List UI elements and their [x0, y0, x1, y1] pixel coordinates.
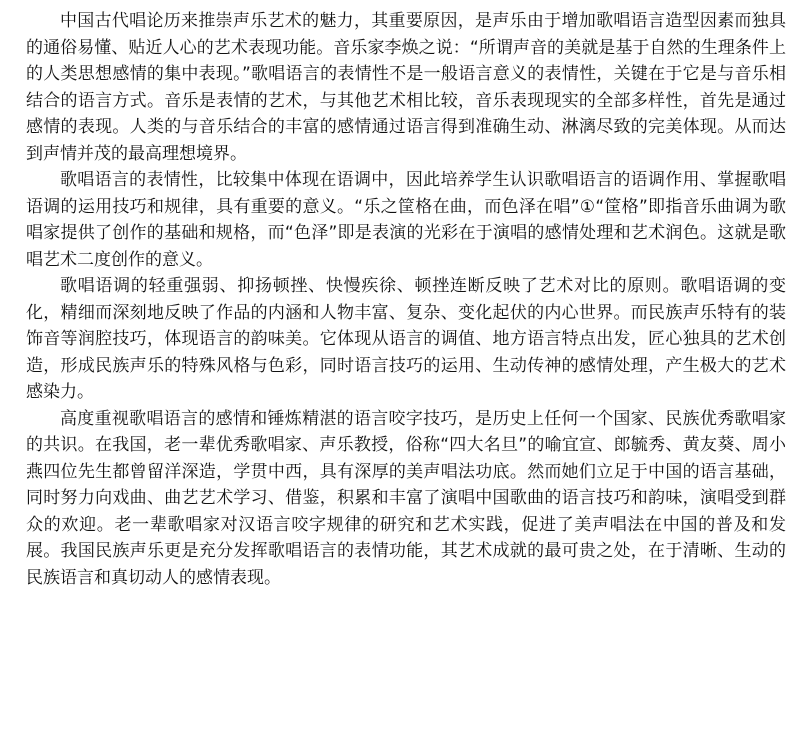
paragraph-4: 高度重视歌唱语言的感情和锤炼精湛的语言咬字技巧，是历史上任何一个国家、民族优秀歌唱家的共识。在我国，老一辈优秀歌唱家、声乐教授，俗称“四大名旦”的喻宜宣、郎毓秀、黄友葵、周小燕四位先生都曾留洋深造，学贯中西，具有深厚的美声唱法功底。然而她们立足于中国的语言基础，同时努力向戏曲、曲艺艺术学习、借鉴，积累和丰富了演唱中国歌曲的语言技巧和韵味，演唱受到群众的欢迎。老一辈歌唱家对汉语言咬字规律的研究和艺术实践，促进了美声唱法在中国的普及和发展。我国民族声乐更是充分发挥歌唱语言的表情功能，其艺术成就的最可贵之处，在于清晰、生动的民族语言和真切动人的感情表现。	[26, 408, 786, 588]
document-page	[26, 8, 786, 591]
paragraph-3: 歌唱语调的轻重强弱、抑扬顿挫、快慢疾徐、顿挫连断反映了艺术对比的原则。歌唱语调的变化，精细而深刻地反映了作品的内涵和人物丰富、复杂、变化起伏的内心世界。而民族声乐特有的装饰音等润腔技巧，体现语言的韵味美。它体现从语言的调值、地方语言特点出发，匠心独具的艺术创造，形成民族声乐的特殊风格与色彩，同时语言技巧的运用、生动传神的感情处理，产生极大的艺术感染力。	[26, 276, 786, 402]
paragraph-1: 中国古代唱论历来推崇声乐艺术的魅力，其重要原因，是声乐由于增加歌唱语言造型因素而独具的通俗易懂、贴近人心的艺术表现功能。音乐家李焕之说：“所谓声音的美就是基于自然的生理条件上的人类思想感情的集中表现。”歌唱语言的表情性不是一般语言意义的表情性，关键在于它是与音乐相结合的语言方式。音乐是表情的艺术，与其他艺术相比较，音乐表现现实的全部多样性，首先是通过感情的表现。人类的与音乐结合的丰富的感情通过语言得到准确生动、淋漓尽致的完美体现。从而达到声情并茂的最高理想境界。	[26, 11, 786, 164]
paragraph-2: 歌唱语言的表情性，比较集中体现在语调中，因此培养学生认识歌唱语言的语调作用、掌握歌唱语调的运用技巧和规律，具有重要的意义。“乐之筐格在曲，而色泽在唱”①“筐格”即指音乐曲调为歌唱家提供了创作的基础和规格，而“色泽”即是表演的光彩在于演唱的感情处理和艺术润色。这就是歌唱艺术二度创作的意义。	[26, 170, 786, 270]
